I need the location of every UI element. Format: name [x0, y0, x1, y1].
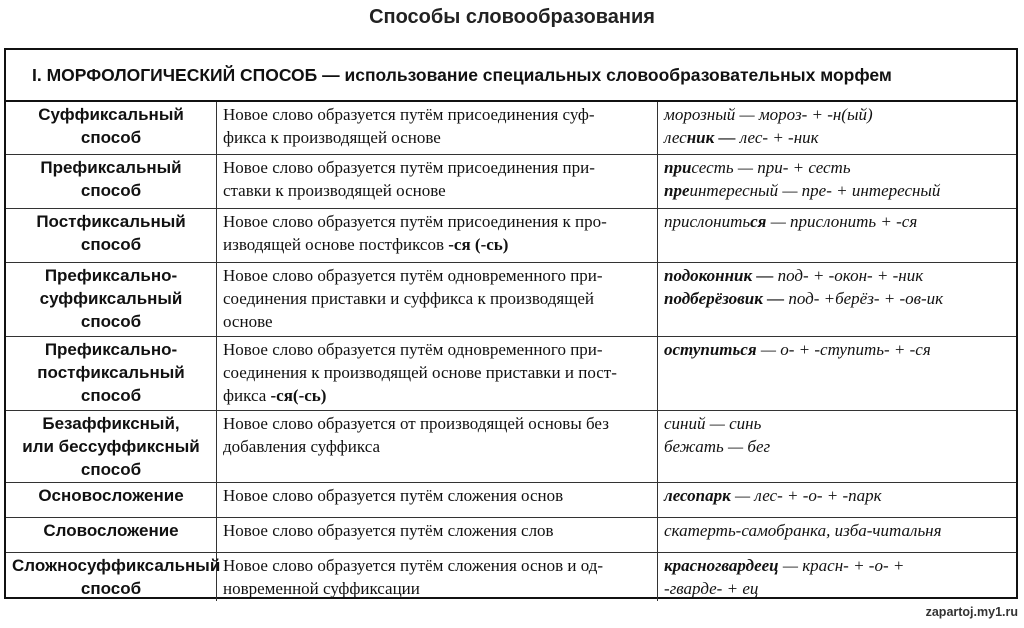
method-name-cell: Постфиксальный способ: [6, 208, 217, 262]
description-cell: Новое слово образуется путём присоединения к про- изводящей основе постфиксов -ся (-сь): [217, 208, 658, 262]
page-title: Способы словообразования: [369, 6, 655, 28]
word-formation-table: [4, 48, 1018, 599]
watermark: zapartoj.my1.ru: [925, 605, 1018, 619]
description-cell: Новое слово образуется от производящей основы без добавления суффикса: [217, 410, 658, 482]
table-row: [6, 517, 1016, 552]
description-cell: Новое слово образуется путём сложения основ: [217, 482, 658, 517]
method-name-cell: Безаффиксный, или бессуффиксный способ: [6, 410, 217, 482]
table-row: [6, 154, 1016, 208]
example-cell: прислониться — прислонить + -ся: [658, 208, 1017, 262]
example-cell: скатерть-самобранка, изба-читальня: [658, 517, 1017, 552]
description-cell: Новое слово образуется путём одновременного при- соединения к производящей основе приставки и пост- фикса -ся(-сь): [217, 336, 658, 410]
method-name-cell: Словосложение: [6, 517, 217, 552]
example-cell: присесть — при- + сесть преинтересный — пре- + интересный: [658, 154, 1017, 208]
methods-table: [6, 102, 1016, 601]
method-name-cell: Префиксальный способ: [6, 154, 217, 208]
description-cell: Новое слово образуется путём сложения основ и од- новременной суффиксации: [217, 552, 658, 601]
example-cell: морозный — мороз- + -н(ый) лесник — лес- + -ник: [658, 102, 1017, 154]
table-row: [6, 552, 1016, 601]
description-cell: Новое слово образуется путём присоединения суф- фикса к производящей основе: [217, 102, 658, 154]
method-name-cell: Основосложение: [6, 482, 217, 517]
table-row: [6, 102, 1016, 154]
section-header: I. МОРФОЛОГИЧЕСКИЙ СПОСОБ — использование специальных словообразовательных морфем: [6, 50, 1016, 102]
table-row: [6, 482, 1016, 517]
method-name-cell: Префиксально- суффиксальный способ: [6, 262, 217, 336]
table-row: [6, 208, 1016, 262]
table-row: [6, 336, 1016, 410]
description-cell: Новое слово образуется путём присоединения при- ставки к производящей основе: [217, 154, 658, 208]
description-cell: Новое слово образуется путём сложения слов: [217, 517, 658, 552]
example-cell: подоконник — под- + -окон- + -ник подберёзовик — под- +берёз- + -ов-ик: [658, 262, 1017, 336]
example-cell: лесопарк — лес- + -о- + -парк: [658, 482, 1017, 517]
method-name-cell: Суффиксальный способ: [38, 105, 184, 147]
table-row: [6, 410, 1016, 482]
example-cell: синий — синь бежать — бег: [658, 410, 1017, 482]
method-name-cell: Префиксально- постфиксальный способ: [6, 336, 217, 410]
method-name-cell: Сложносуффиксальный способ: [6, 552, 217, 601]
example-cell: оступиться — о- + -ступить- + -ся: [658, 336, 1017, 410]
example-cell: красногвардеец — красн- + -о- + -гварде- + ец: [658, 552, 1017, 601]
description-cell: Новое слово образуется путём одновременного при- соединения приставки и суффикса к производящей основе: [217, 262, 658, 336]
table-row: [6, 262, 1016, 336]
